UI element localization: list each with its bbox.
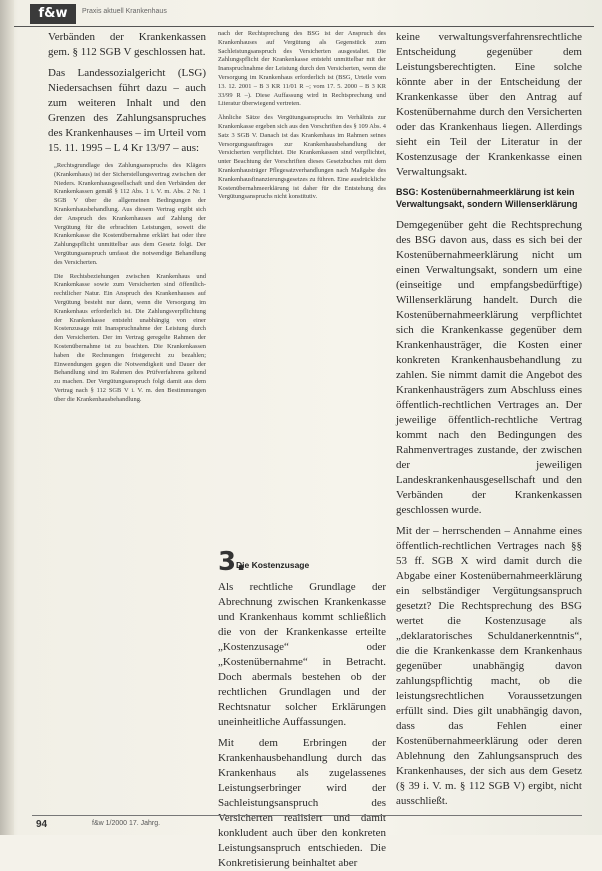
paragraph: Demgegenüber geht die Rechtsprechung des BSG davon aus, dass es sich bei der Kostenübernahmeerklärung nicht um einen Verwaltungsakt, sondern um eine (einseitige und empfangsbedürftige) Willenserklärung handelt. Durch die Kostenübernahmeerklärung verpflichtet sich die Krankenkasse gegenüber dem Krankenhausträger, die Kosten einer konkreten Krankenhausbehandlung zu zahlen. Sie nimmt damit die Angebot des Krankenhausträgers zum Abschluss eines öffentlich-rechtlichen Vertrages an. Der jeweilige öffentlich-rechtliche Vertrag kommt nach den Bedingungen des Rahmenvertrages zustande, der zwischen der jeweiligen Landeskrankenhausgesellschaft und den Verbänden der Krankenkassen geschlossen wurde. <box>396 219 582 516</box>
paragraph: keine verwaltungsverfahrensrechtliche Entscheidung gegenüber dem Leistungsberechtigten. Eine solche könnte aber in der Entscheidung der Krankenkasse über den Antrag auf Kostenübernahme durch den Versicherten oder das Krankenhaus liegen. Allerdings sieht ein Teil der Literatur in der Kostenzusage der Krankenkasse einen Verwaltungsakt. <box>396 31 582 178</box>
journal-logo: f&w <box>30 4 76 24</box>
running-head: Praxis aktuell Krankenhaus <box>82 8 167 15</box>
court-quote: Ähnliche Sätze des Vergütungsanspruchs im Verhältnis zur Krankenkasse ergeben sich aus den Vorschriften des § 109 Abs. 4 Satz 3 SGB V. Danach ist das Krankenhaus im Rahmen seines Versorgungsauftrages zur Krankenhausbehandlung der Versicherten verpflichtet. Die Krankenkassen sind verpflichtet, unter Beachtung der Vorschriften dieses Gesetzbuches mit dem Krankenhausträger Pflegesatzverhandlungen nach Maßgabe des Krankenhausfinanzierungsgesetzes zu führen. Eine ausdrückliche Kostenübernahmeerklärung ist daher für die Entstehung des Vergütungsanspruchs nicht konstitutiv. <box>218 114 386 201</box>
section-title: Die Kostenzusage <box>236 560 310 570</box>
column-right <box>396 30 582 830</box>
section-number: 3. <box>218 547 246 577</box>
court-quote: „Rechtsgrundlage des Zahlungsanspruchs des Klägers (Krankenhaus) ist der Sicherstellungsvertrag zwischen der Nieders. Krankenhausgesellschaft und den Verbänden der Krankenkassen gemäß § 112 Abs. 1 i. V. m. Abs. 2 Nr. 1 SGB V über die allgemeinen Bedingungen der Krankenhausbehandlung. Aus diesem Vertrag ergibt sich der Anspruch des Krankenhauses auf Zahlung der Vergütung für die erbrachten Leistungen, soweit die Krankenkasse die Kostenübernahme erklärt hat oder ihre Zahlungspflicht unmittelbar aus dem Gesetz folgt. Der Vergütungsanspruch umfasst die notwendige Behandlung des Versicherten. <box>54 162 206 266</box>
court-quote: nach der Rechtsprechung des BSG ist der Anspruch des Krankenhauses auf Vergütung als Gegenstück zum Sachleistungsanspruch des Versicherten ausgestaltet. Die Zahlungspflicht der Krankenkasse entsteht unmittelbar mit der Inanspruchnahme der Leistung durch den Versicherten, wenn die Versorgung im Krankenhaus erforderlich ist (BSG, Urteile vom 13. 12. 2001 – B 3 KR 11/01 R –; vom 17. 5. 2000 – B 3 KR 33/99 R –). Diese Auffassung wird in Rechtsprechung und Literatur überwiegend vertreten. <box>218 30 386 108</box>
paragraph: Verbänden der Krankenkassen gem. § 112 SGB V geschlossen hat. <box>48 31 206 58</box>
page-number: 94 <box>36 819 48 830</box>
issue-info: f&w 1/2000 17. Jahrg. <box>92 820 161 827</box>
page-edge-shadow <box>0 0 14 835</box>
paragraph: Das Landessozialgericht (LSG) Niedersachsen führt dazu – auch zum weiteren Inhalt und den Grenzen des Zahlungsanspruches des Krankenhauses – im Urteil vom 15. 11. 1995 – L 4 Kr 13/97 – aus: <box>48 67 206 154</box>
paragraph: Mit der – herrschenden – Annahme eines öffentlich-rechtlichen Vertrages nach §§ 53 ff. SGB X wird damit durch die Abgabe einer Kostenübernahmeerklärung ein selbständiger Vergütungsanspruch gesetzt? Die Rechtsprechung des BSG wertet die Kostenzusage als „deklaratorisches Schuldanerkenntnis“, die die Krankenkasse dem Krankenhaus gegenüber unabhängig davon zahlungspflichtig macht, ob die leistungsrechtlichen Voraussetzungen erfüllt sind. Dies gilt unabhängig davon, dass das Fehlen einer Kostenübernahmeerklärung oder deren Ablehnung den Zahlungsanspruch des Krankenhauses, der sich aus dem Gesetz (§ 39 i. V. m. § 112 SGB V) ergibt, nicht ausschließt. <box>396 525 582 807</box>
section-heading <box>218 548 386 578</box>
page-header <box>14 4 594 27</box>
court-quote: Die Rechtsbeziehungen zwischen Krankenhaus und Krankenkasse sowie zum Versicherten sind öffentlich-rechtlicher Natur. Ein Anspruch des Krankenhauses auf Vergütung besteht nur dann, wenn die Versorgung im Krankenhaus erforderlich ist. Die Zahlungsverpflichtung der Krankenkasse entsteht unabhängig von einer Kostenzusage mit Inanspruchnahme der Leistung durch den Versicherten. Der im Vertrag geregelte Rahmen der Kostenübernahme ist zu beachten. Die Krankenkassen haben die Rechnungen fristgerecht zu bezahlen; Einwendungen gegen die Notwendigkeit und Dauer der Behandlung sind im Rahmen des Prüfverfahrens geltend zu machen. Der Vergütungsanspruch folgt damit aus dem Vertrag nach § 112 SGB V i. V. m. den Bestimmungen über die Krankenhausbehandlung. <box>54 272 206 403</box>
column-middle-upper <box>218 30 386 542</box>
column-left <box>48 30 206 810</box>
page-footer <box>32 815 582 832</box>
paragraph: Mit dem Erbringen der Krankenhausbehandlung durch das Krankenhaus als zugelassenes Leistungserbringer wird der Sachleistungsanspruch des Versicherten realisiert und damit konkludent auch über den konkreten Leistungsanspruch entschieden. Die Konkretisierung beinhaltet aber <box>218 737 386 869</box>
paragraph: Als rechtliche Grundlage der Abrechnung zwischen Krankenkasse und Krankenhaus kommt schließlich die von der Krankenkasse erteilte „Kostenzusage“ oder „Kostenübernahme“ in Betracht. Doch abermals bestehen ob der rechtlichen Grundlagen und der Rechtsnatur solcher Erklärungen uneinheitliche Auffassungen. <box>218 581 386 728</box>
subheading: BSG: Kostenübernahmeerklärung ist kein Verwaltungsakt, sondern Willenserklärung <box>396 187 578 209</box>
column-middle-lower <box>218 580 386 869</box>
